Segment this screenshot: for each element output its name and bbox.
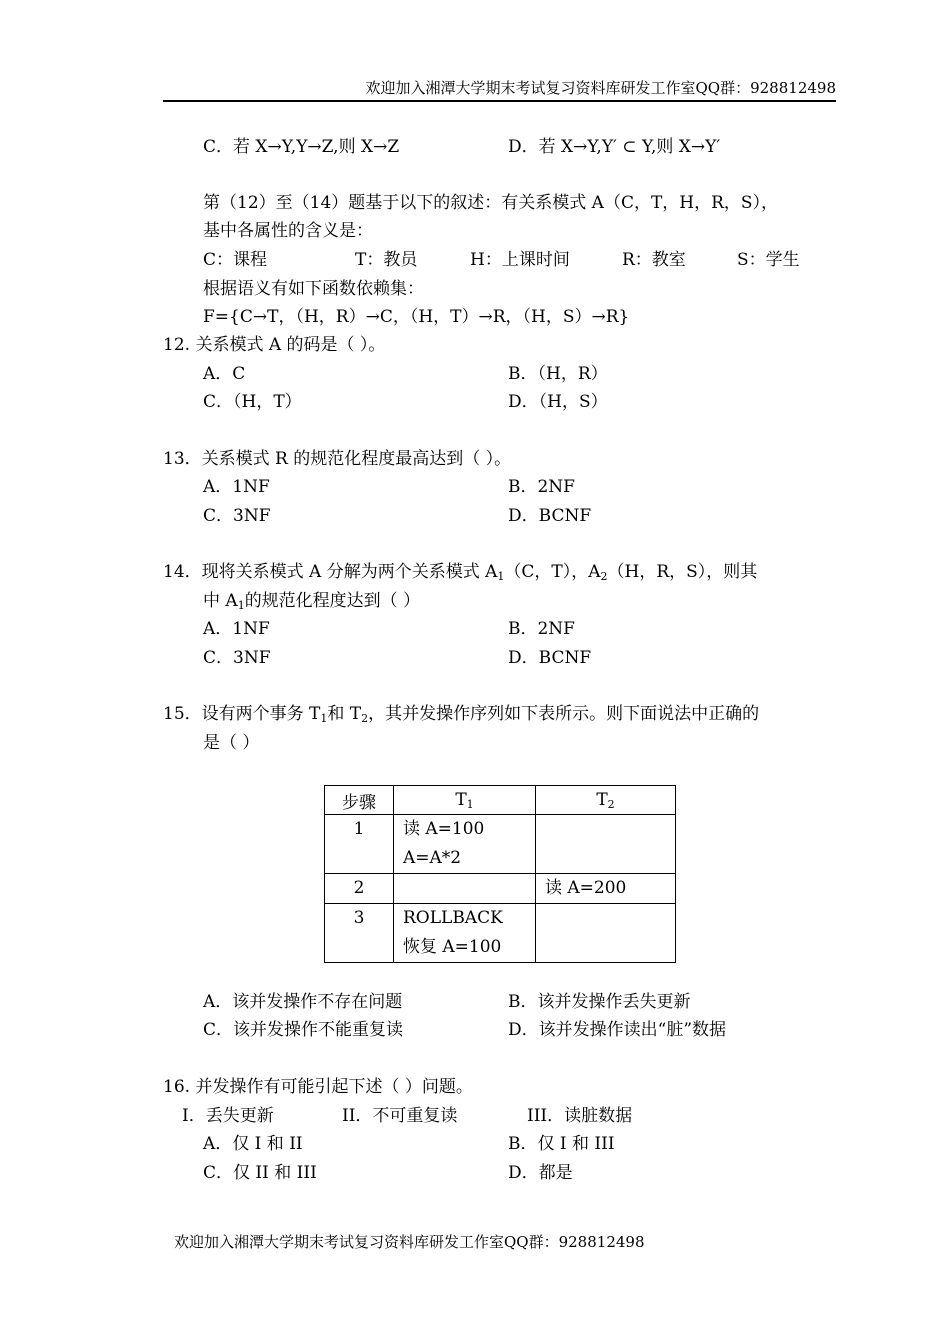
q12-option-b: B．（H，R） [508, 364, 608, 384]
step-cell: 1 [325, 815, 394, 874]
attr-s: S：学生 [737, 250, 800, 270]
table-row [325, 904, 676, 963]
q15-option-b: B．该并发操作丢失更新 [508, 992, 691, 1012]
header-t1: $T_1$ [394, 786, 536, 815]
q15-option-a: A．该并发操作不存在问题 [203, 992, 403, 1012]
q12-option-a: A．C [203, 364, 246, 384]
q14-option-a: A．1NF [203, 619, 270, 639]
t1-cell: ROLLBACK 恢复 A=100 [394, 904, 536, 963]
q14-option-c: C．3NF [203, 648, 271, 668]
q11-option-d: D．若 X→Y,Y′ ⊂ Y,则 X→Y′ [508, 137, 721, 157]
header-rule [163, 100, 836, 102]
q14-stem-line-2: 中 $A_1$的规范化程度达到（ ） [203, 591, 421, 612]
q16-option-b: B．仅 I 和 III [508, 1134, 615, 1154]
t1-cell [394, 874, 536, 904]
intro-line-2: 基中各属性的含义是： [203, 221, 373, 241]
t1-cell: 读 A=100 A=A*2 [394, 815, 536, 874]
attr-h: H：上课时间 [470, 250, 570, 270]
attr-t: T：教员 [355, 250, 418, 270]
q14-option-b: B．2NF [508, 619, 575, 639]
q11-option-c: C．若 X→Y,Y→Z,则 X→Z [203, 137, 400, 157]
q15-option-c: C．该并发操作不能重复读 [203, 1020, 404, 1040]
q13-stem: 13．关系模式 R 的规范化程度最高达到（ ）。 [163, 449, 512, 469]
q16-option-d: D．都是 [508, 1163, 573, 1183]
table-header-row [325, 786, 676, 815]
q15-stem-line-2: 是（ ） [203, 733, 260, 753]
concurrency-table [324, 785, 676, 963]
q14-stem-line-1: 14．现将关系模式 A 分解为两个关系模式 $A_1(C$，T），$A_2(H$，R，S），则其 [163, 562, 758, 583]
page-footer: 欢迎加入湘潭大学期末考试复习资料库研发工作室QQ群：928812498 [174, 1233, 645, 1251]
q16-item-3: III．读脏数据 [527, 1106, 633, 1126]
table-row [325, 815, 676, 874]
q13-option-d: D．BCNF [508, 506, 592, 526]
q16-option-c: C．仅 II 和 III [203, 1163, 317, 1183]
step-cell: 3 [325, 904, 394, 963]
q13-option-c: C．3NF [203, 506, 271, 526]
q15-stem-line-1: 15．设有两个事务 $T_1$和 $T_2$，其并发操作序列如下表所示。则下面说法中正确的 [163, 704, 760, 725]
q16-item-2: II．不可重复读 [342, 1106, 458, 1126]
intro-line-1: 第（12）至（14）题基于以下的叙述：有关系模式 A（C，T，H，R，S）， [203, 193, 779, 213]
header-step: 步骤 [325, 786, 394, 815]
fd-set: F={C→T，（H，R）→C，（H，T）→R，（H，S）→R} [203, 307, 630, 327]
q12-stem: 12. 关系模式 A 的码是（ ）。 [163, 335, 386, 355]
attr-c: C：课程 [203, 250, 268, 270]
t2-cell [536, 904, 676, 963]
table-row [325, 874, 676, 904]
intro-line-3: 根据语义有如下函数依赖集： [203, 279, 424, 299]
t2-cell: 读 A=200 [536, 874, 676, 904]
q13-option-b: B．2NF [508, 477, 575, 497]
t2-cell [536, 815, 676, 874]
step-cell: 2 [325, 874, 394, 904]
q15-option-d: D．该并发操作读出“脏”数据 [508, 1020, 727, 1040]
q16-stem: 16. 并发操作有可能引起下述（ ）问题。 [163, 1077, 473, 1097]
q16-option-a: A．仅 I 和 II [203, 1134, 303, 1154]
q13-option-a: A．1NF [203, 477, 270, 497]
attr-r: R：教室 [622, 250, 686, 270]
q16-item-1: I．丢失更新 [182, 1106, 274, 1126]
q12-option-c: C．（H，T） [203, 392, 302, 412]
q12-option-d: D．（H，S） [508, 392, 608, 412]
header-t2: $T_2$ [536, 786, 676, 815]
q14-option-d: D．BCNF [508, 648, 592, 668]
page-header: 欢迎加入湘潭大学期末考试复习资料库研发工作室QQ群：928812498 [365, 79, 836, 97]
